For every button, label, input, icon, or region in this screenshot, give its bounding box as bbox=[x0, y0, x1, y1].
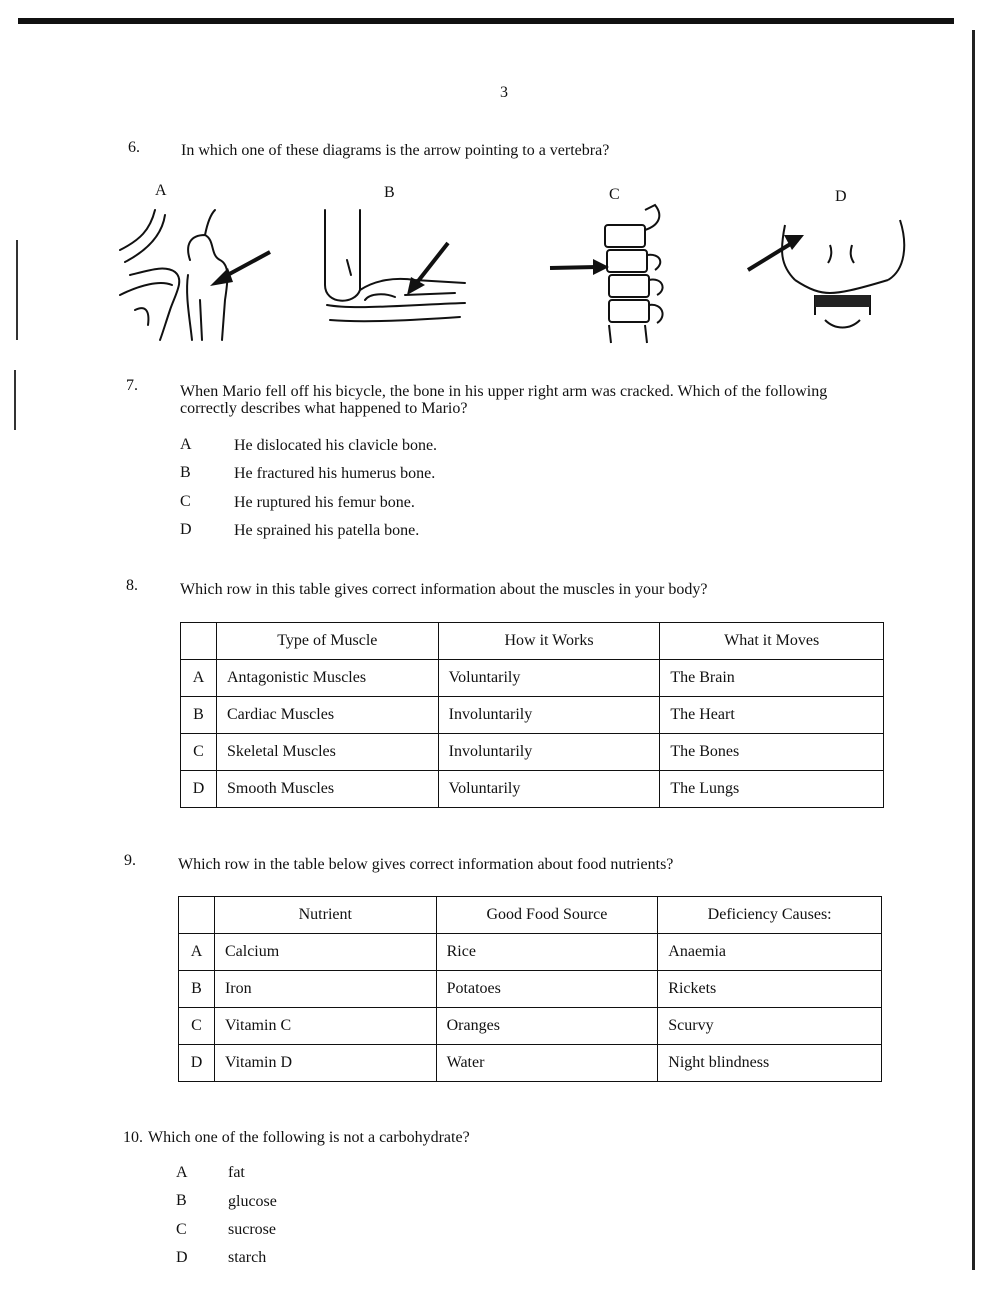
table-header-cell: Type of Muscle bbox=[216, 623, 438, 660]
table-header-cell: Deficiency Causes: bbox=[658, 897, 882, 934]
table-cell-letter: D bbox=[179, 1045, 215, 1082]
table-cell: Vitamin D bbox=[214, 1045, 436, 1082]
table-cell: Voluntarily bbox=[438, 660, 660, 697]
scan-edge-mark bbox=[14, 370, 16, 430]
table-cell: Rickets bbox=[658, 971, 882, 1008]
table-cell: Cardiac Muscles bbox=[216, 697, 438, 734]
q9-text: Which row in the table below gives correct information about food nutrients? bbox=[178, 856, 674, 873]
q7-option-c-letter: C bbox=[180, 493, 191, 510]
table-cell: Iron bbox=[214, 971, 436, 1008]
table-header-cell: What it Moves bbox=[660, 623, 884, 660]
table-cell: Vitamin C bbox=[214, 1008, 436, 1045]
table-row[interactable] bbox=[179, 1008, 882, 1045]
table-cell: Calcium bbox=[214, 934, 436, 971]
table-cell-letter: C bbox=[181, 734, 217, 771]
table-header-row bbox=[179, 897, 882, 934]
q10-number: 10. bbox=[123, 1129, 143, 1146]
q6-label-a: A bbox=[155, 182, 167, 199]
page-top-rule bbox=[18, 18, 954, 24]
table-header-cell bbox=[179, 897, 215, 934]
q8-text: Which row in this table gives correct information about the muscles in your body? bbox=[180, 581, 708, 598]
table-header-row bbox=[181, 623, 884, 660]
table-cell: Antagonistic Muscles bbox=[216, 660, 438, 697]
q6-diagram-d-skull-base bbox=[740, 205, 915, 340]
table-cell: The Heart bbox=[660, 697, 884, 734]
page-number: 3 bbox=[500, 84, 508, 101]
q9-nutrient-table bbox=[178, 896, 882, 1082]
table-row[interactable] bbox=[181, 734, 884, 771]
q6-label-c: C bbox=[609, 186, 620, 203]
q7-text-line2: correctly describes what happened to Mario? bbox=[180, 400, 468, 417]
q7-number: 7. bbox=[126, 377, 138, 394]
q7-option-c-text[interactable]: He ruptured his femur bone. bbox=[234, 494, 415, 511]
table-cell: The Bones bbox=[660, 734, 884, 771]
table-cell: Involuntarily bbox=[438, 697, 660, 734]
table-header-cell: Nutrient bbox=[214, 897, 436, 934]
table-header-cell bbox=[181, 623, 217, 660]
q6-diagram-a-hip-joint bbox=[110, 200, 280, 345]
q8-number: 8. bbox=[126, 577, 138, 594]
table-cell: Voluntarily bbox=[438, 771, 660, 808]
q6-diagram-b-elbow-joint bbox=[315, 205, 475, 335]
table-cell: Scurvy bbox=[658, 1008, 882, 1045]
q10-option-b-text[interactable]: glucose bbox=[228, 1193, 277, 1210]
q6-label-b: B bbox=[384, 184, 395, 201]
q10-option-c-letter: C bbox=[176, 1221, 187, 1238]
scan-edge-mark bbox=[16, 240, 18, 340]
table-cell: Oranges bbox=[436, 1008, 658, 1045]
table-cell-letter: C bbox=[179, 1008, 215, 1045]
q7-option-a-letter: A bbox=[180, 436, 192, 453]
page-right-rule bbox=[972, 30, 975, 1270]
q7-option-b-text[interactable]: He fractured his humerus bone. bbox=[234, 465, 436, 482]
table-cell: Skeletal Muscles bbox=[216, 734, 438, 771]
table-cell: Involuntarily bbox=[438, 734, 660, 771]
q7-option-a-text[interactable]: He dislocated his clavicle bone. bbox=[234, 437, 438, 454]
table-cell-letter: D bbox=[181, 771, 217, 808]
q10-option-d-letter: D bbox=[176, 1249, 188, 1266]
table-row[interactable] bbox=[181, 660, 884, 697]
q10-option-a-text[interactable]: fat bbox=[228, 1164, 245, 1181]
table-header-cell: How it Works bbox=[438, 623, 660, 660]
table-cell: Night blindness bbox=[658, 1045, 882, 1082]
table-row[interactable] bbox=[181, 697, 884, 734]
table-cell-letter: A bbox=[179, 934, 215, 971]
table-row[interactable] bbox=[181, 771, 884, 808]
q7-option-d-text[interactable]: He sprained his patella bone. bbox=[234, 522, 420, 539]
table-cell: The Brain bbox=[660, 660, 884, 697]
table-header-cell: Good Food Source bbox=[436, 897, 658, 934]
q7-text-line1: When Mario fell off his bicycle, the bone in his upper right arm was cracked. Which of the following bbox=[180, 383, 828, 400]
q6-diagram-c-spine bbox=[545, 195, 685, 345]
table-cell: Rice bbox=[436, 934, 658, 971]
table-cell: Smooth Muscles bbox=[216, 771, 438, 808]
q10-option-b-letter: B bbox=[176, 1192, 187, 1209]
q10-option-a-letter: A bbox=[176, 1164, 188, 1181]
table-cell: Potatoes bbox=[436, 971, 658, 1008]
table-cell: Water bbox=[436, 1045, 658, 1082]
table-cell: The Lungs bbox=[660, 771, 884, 808]
table-cell-letter: B bbox=[179, 971, 215, 1008]
table-cell: Anaemia bbox=[658, 934, 882, 971]
table-cell-letter: B bbox=[181, 697, 217, 734]
q6-text: In which one of these diagrams is the arrow pointing to a vertebra? bbox=[181, 142, 610, 159]
q6-label-d: D bbox=[835, 188, 847, 205]
q10-text: Which one of the following is not a carbohydrate? bbox=[148, 1129, 470, 1146]
q8-muscle-table bbox=[180, 622, 884, 808]
q9-number: 9. bbox=[124, 852, 136, 869]
table-row[interactable] bbox=[179, 971, 882, 1008]
table-row[interactable] bbox=[179, 1045, 882, 1082]
q6-number: 6. bbox=[128, 139, 140, 156]
table-cell-letter: A bbox=[181, 660, 217, 697]
q7-option-d-letter: D bbox=[180, 521, 192, 538]
q10-option-c-text[interactable]: sucrose bbox=[228, 1221, 276, 1238]
q10-option-d-text[interactable]: starch bbox=[228, 1249, 267, 1266]
table-row[interactable] bbox=[179, 934, 882, 971]
q7-option-b-letter: B bbox=[180, 464, 191, 481]
